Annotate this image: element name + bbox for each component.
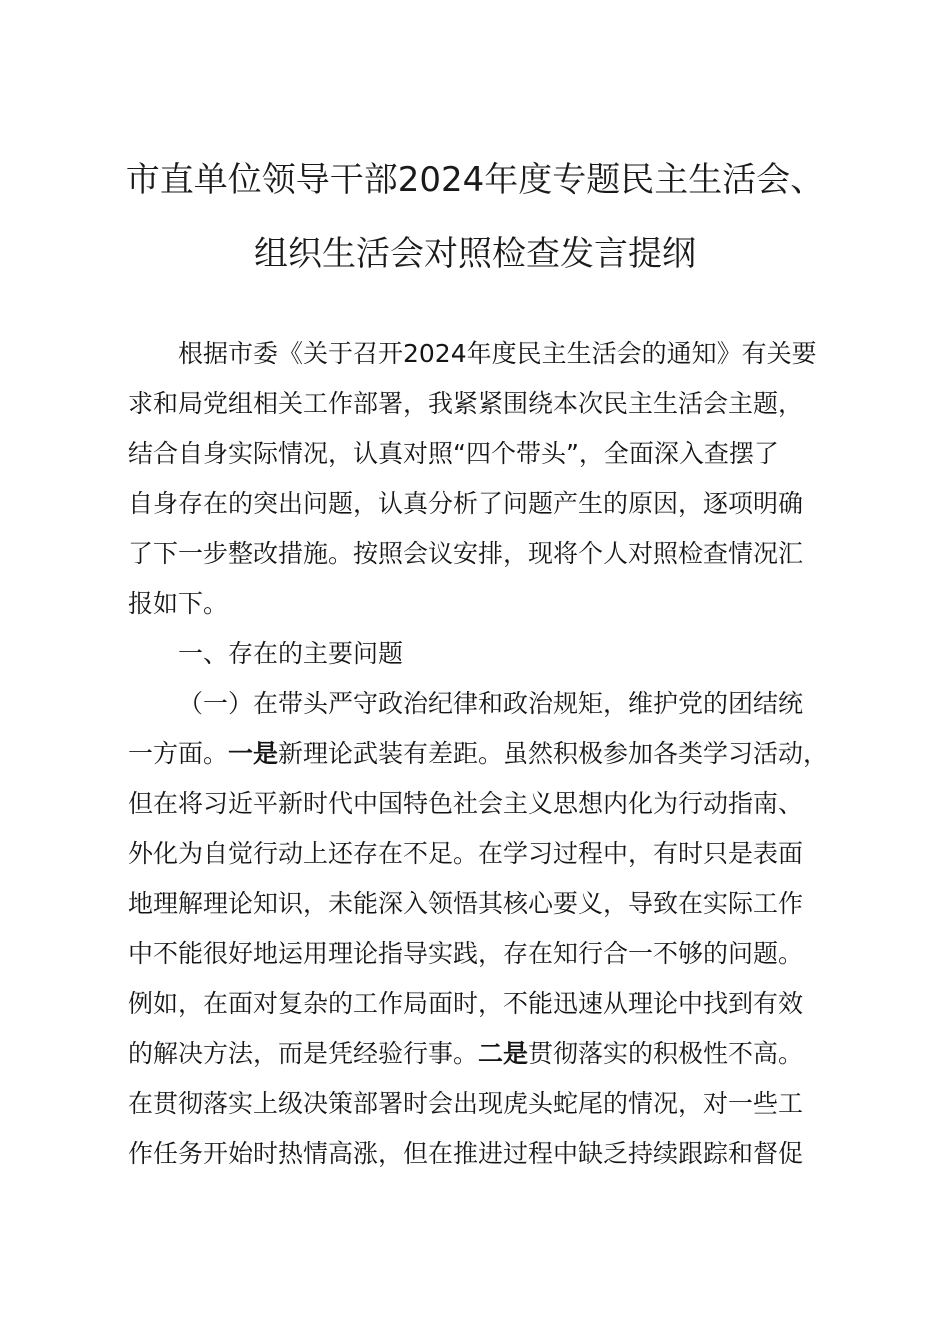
body-text: 的解决方法，而是凭经验行事。	[128, 1039, 479, 1068]
intro-line-1: 根据市委《关于召开2024年度民主生活会的通知》有关要	[178, 339, 817, 368]
body-text: 贯彻落实的积极性不高。	[528, 1039, 804, 1068]
intro-line-3: 结合自身实际情况，认真对照“四个带头”，全面深入查摆了	[128, 439, 779, 468]
body-line-8	[128, 1036, 803, 1072]
body-text: 新理论武装有差距。虽然积极参加各类学习活动，	[278, 739, 829, 768]
body-text: 一方面。	[128, 739, 229, 768]
body-line-3: 但在将习近平新时代中国特色社会主义思想内化为行动指南、	[128, 789, 804, 818]
bold-marker: 二是	[478, 1039, 529, 1068]
body-line-5: 地理解理论知识，未能深入领悟其核心要义，导致在实际工作	[128, 889, 804, 918]
document-title-line-2: 组织生活会对照检查发言提纲	[254, 234, 696, 274]
body-line-1: （一）在带头严守政治纪律和政治规矩，维护党的团结统	[178, 689, 804, 718]
intro-line-2: 求和局党组相关工作部署，我紧紧围绕本次民主生活会主题，	[128, 389, 804, 418]
body-line-10: 作任务开始时热情高涨，但在推进过程中缺乏持续跟踪和督促	[128, 1139, 804, 1168]
intro-line-5: 了下一步整改措施。按照会议安排，现将个人对照检查情况汇	[128, 539, 804, 568]
body-line-4: 外化为自觉行动上还存在不足。在学习过程中，有时只是表面	[128, 839, 804, 868]
document-title-line-1: 市直单位领导干部2024年度专题民主生活会、	[125, 160, 825, 200]
body-line-9: 在贯彻落实上级决策部署时会出现虎头蛇尾的情况，对一些工	[128, 1089, 804, 1118]
section-heading: 一、存在的主要问题	[178, 639, 404, 668]
intro-line-6: 报如下。	[128, 589, 229, 618]
intro-line-4: 自身存在的突出问题，认真分析了问题产生的原因，逐项明确	[128, 489, 804, 518]
bold-marker: 一是	[228, 739, 279, 768]
body-line-7: 例如，在面对复杂的工作局面时，不能迅速从理论中找到有效	[128, 989, 804, 1018]
body-line-6: 中不能很好地运用理论指导实践，存在知行合一不够的问题。	[128, 939, 804, 968]
body-line-2	[128, 736, 828, 772]
